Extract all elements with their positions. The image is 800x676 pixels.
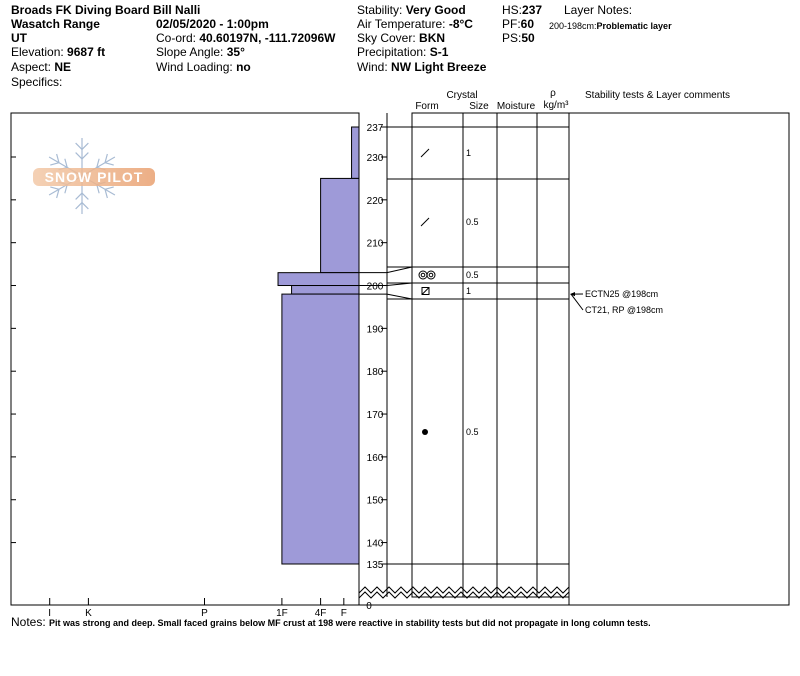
layer-row-1 — [421, 217, 479, 227]
density-unit-header: kg/m³ — [543, 100, 569, 111]
hardness-tick-label: 1F — [276, 608, 288, 619]
datetime: 02/05/2020 - 1:00pm — [156, 17, 269, 31]
stability-test-label: CT21, RP @198cm — [585, 305, 663, 315]
snowflake-branch — [76, 193, 82, 199]
depth-tick-label: 200 — [366, 281, 384, 293]
moisture-header: Moisture — [496, 101, 536, 112]
form-melt-freeze-icon — [427, 271, 435, 279]
depth-tick-label: 140 — [366, 538, 384, 550]
hardness-tick-label: I — [48, 608, 52, 619]
wind-loading: Wind Loading: no — [156, 60, 251, 74]
form-melt-freeze-icon — [421, 273, 425, 277]
depth-tick-label: 150 — [366, 495, 384, 507]
stability-test-label: ECTN25 @198cm — [585, 289, 659, 299]
depth-tick-label: 170 — [366, 410, 384, 422]
hardness-bar-2 — [278, 273, 359, 286]
specifics: Specifics: — [11, 75, 63, 89]
depth-axis — [366, 123, 387, 612]
depth-tick-label: 210 — [366, 238, 384, 250]
depth-top-label: 237 — [366, 123, 384, 134]
hardness-tick-label: F — [340, 608, 347, 619]
layer-connector — [359, 267, 412, 273]
form-decomposing-icon — [421, 218, 429, 226]
aspect: Aspect: NE — [11, 60, 72, 74]
foot-penetration: PF:60 — [502, 17, 535, 31]
depth-tick-label: 220 — [366, 195, 384, 207]
precipitation: Precipitation: S-1 — [357, 45, 449, 59]
hardness-bar-3 — [292, 286, 359, 295]
layer-size: 1 — [466, 148, 472, 158]
snowflake-branch — [105, 163, 114, 165]
snowflake-branch — [76, 203, 82, 209]
layer-row-4 — [422, 427, 479, 437]
layer-size: 0.5 — [466, 270, 479, 280]
snowflake-branch — [82, 153, 88, 159]
form-melt-freeze-icon — [419, 271, 427, 279]
form-rounded-icon — [422, 429, 428, 435]
slope-angle: Slope Angle: 35° — [156, 45, 245, 59]
depth-tick-label: 160 — [366, 452, 384, 464]
stability-tests — [570, 289, 663, 315]
form-melt-freeze-icon — [429, 273, 433, 277]
snowflake-branch — [76, 153, 82, 159]
layer-size: 0.5 — [466, 427, 479, 437]
snowflake-branch — [50, 163, 59, 165]
logo-text: SNOW PILOT — [44, 169, 144, 185]
snow-height: HS:237 — [502, 3, 543, 17]
form-faceted-rounded-icon — [422, 288, 429, 295]
ski-penetration: PS:50 — [502, 31, 535, 45]
comments-frame — [569, 113, 789, 605]
layer-row-2 — [419, 270, 479, 280]
hardness-tick-label: P — [201, 608, 208, 619]
form-header: Form — [415, 101, 439, 112]
hardness-tick-label: K — [85, 608, 92, 619]
snowflake-branch — [82, 203, 88, 209]
air-temperature: Air Temperature: -8°C — [357, 17, 473, 31]
layer-note: 200-198cm:Problematic layer — [549, 21, 672, 31]
hardness-tick-label: 4F — [314, 608, 327, 619]
snowflake-branch — [82, 193, 88, 199]
form-decomposing-icon — [421, 149, 429, 157]
stability-comments-header: Stability tests & Layer comments — [585, 90, 731, 101]
hardness-bar-1 — [321, 178, 359, 272]
notes: Notes: Pit was strong and deep. Small faced grains below MF crust at 198 were reactive in stability tests but did not propagate in long column tests. — [11, 615, 651, 629]
state-name: UT — [11, 31, 27, 45]
layer-row-3 — [422, 286, 471, 296]
depth-bottom-label: 135 — [366, 560, 384, 571]
stability-test-leader — [571, 294, 583, 310]
crystal-header: Crystal — [446, 90, 478, 101]
snowflake-branch — [82, 143, 88, 149]
layer-table-frame — [412, 113, 569, 597]
snowflake-branch — [105, 187, 114, 189]
snowflake-branch — [50, 187, 59, 189]
hardness-bar-4 — [282, 294, 359, 564]
coordinates: Co-ord: 40.60197N, -111.72096W — [156, 31, 336, 45]
rho-header: ρ — [550, 88, 556, 99]
wind: Wind: NW Light Breeze — [357, 60, 487, 74]
location-title: Broads FK Diving Board Bill Nalli — [11, 3, 201, 17]
hardness-bar-0 — [352, 127, 359, 178]
left-ticks — [11, 157, 16, 543]
range-name: Wasatch Range — [11, 17, 100, 31]
depth-zero-label: 0 — [366, 601, 372, 612]
layer-size: 0.5 — [466, 217, 479, 227]
depth-tick-label: 230 — [366, 152, 384, 164]
snowflake-branch — [76, 143, 82, 149]
layer-row-0 — [421, 148, 471, 158]
hardness-bars — [278, 127, 359, 564]
snowpilot-logo — [33, 138, 155, 214]
depth-tick-label: 190 — [366, 324, 384, 336]
sky-cover: Sky Cover: BKN — [357, 31, 446, 45]
elevation: Elevation: 9687 ft — [11, 45, 106, 59]
depth-tick-label: 180 — [366, 367, 384, 379]
layer-size: 1 — [466, 286, 472, 296]
stability: Stability: Very Good — [357, 3, 466, 17]
size-header: Size — [469, 101, 489, 112]
layer-notes-label: Layer Notes: — [564, 3, 633, 17]
layer-connector — [359, 294, 412, 299]
